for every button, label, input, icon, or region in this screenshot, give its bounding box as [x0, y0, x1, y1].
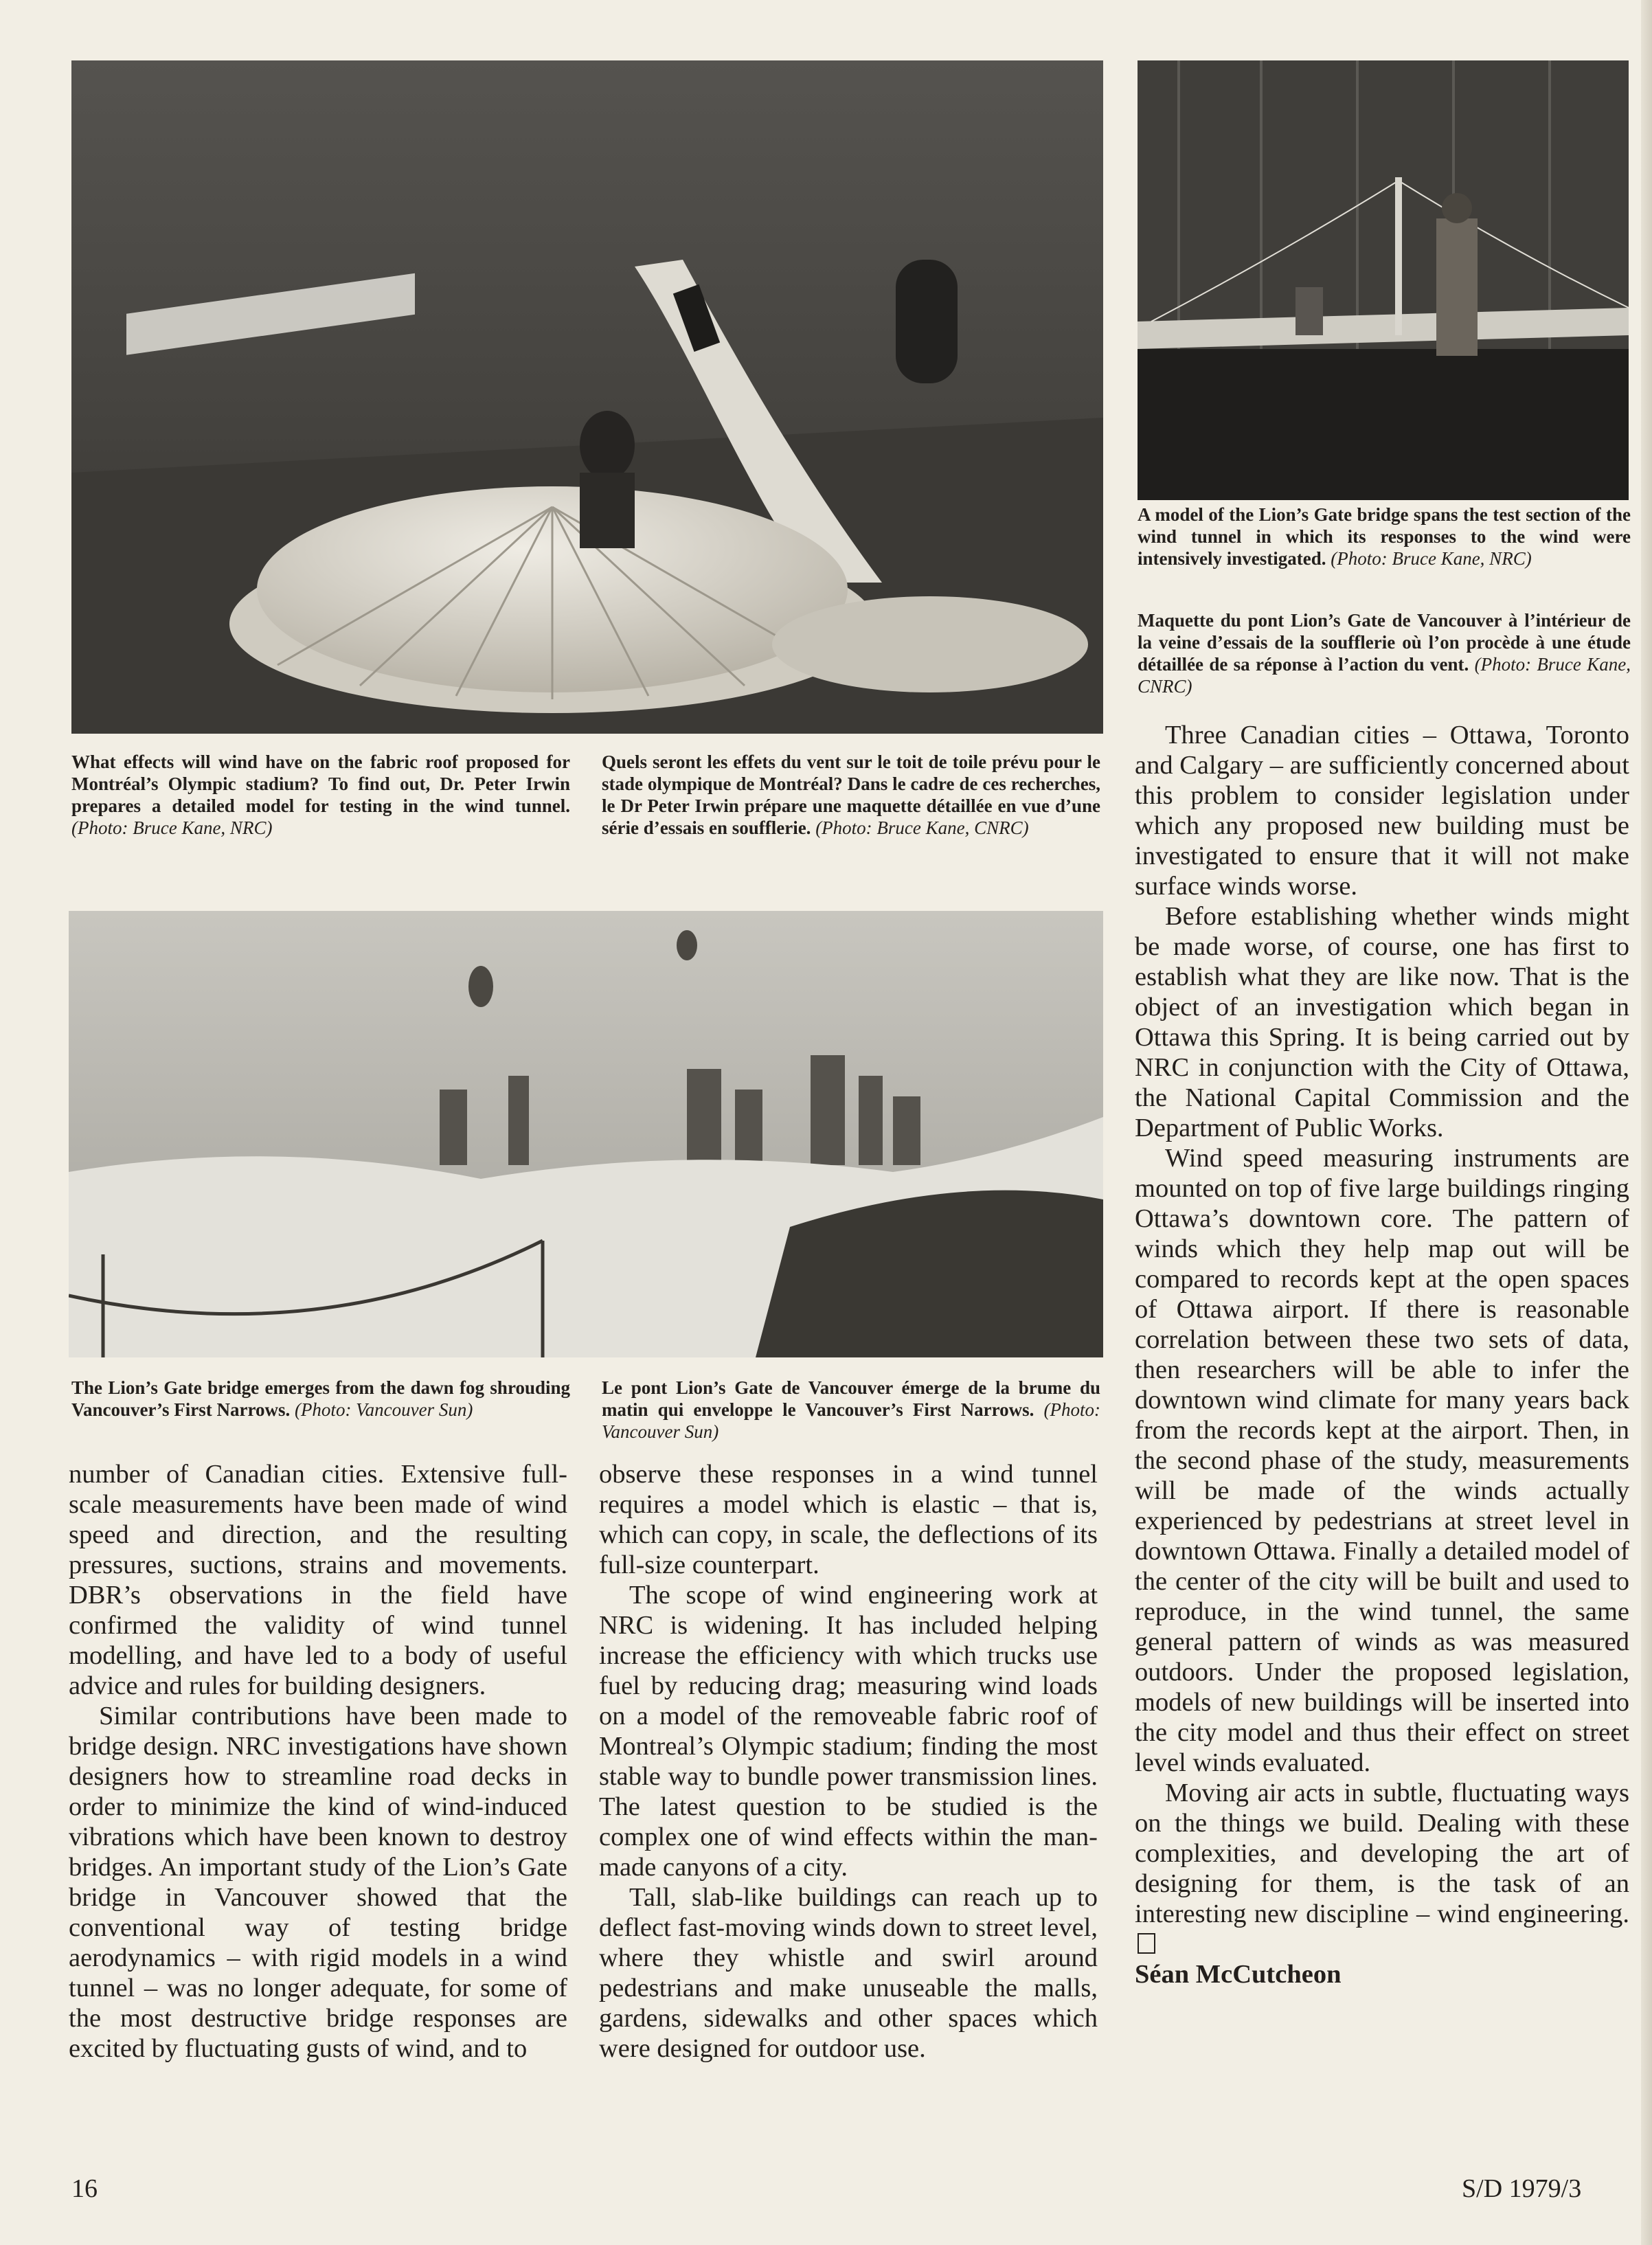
article-paragraph: Three Canadian cities – Ottawa, Toronto and Calgary – are sufficiently concerned about this problem to consider legislation under which any proposed new building must be investigated to ensure that it will not make surface winds worse.	[1135, 721, 1629, 901]
article-column-2	[599, 1459, 1098, 2064]
caption-text: A model of the Lion’s Gate bridge spans the test section of the wind tunnel in which its responses to the wind were intensively investigated.	[1138, 504, 1631, 569]
photo-credit: (Photo: Bruce Kane, NRC)	[71, 817, 273, 838]
stadium-caption-en	[71, 751, 570, 839]
photo-credit: (Photo: Bruce Kane, CNRC)	[815, 817, 1029, 838]
article-column-1	[69, 1459, 567, 2064]
photo-credit: (Photo: Vancouver Sun)	[294, 1399, 473, 1420]
bridge-model-caption-fr	[1138, 609, 1631, 697]
article-paragraph	[1135, 1778, 1629, 1959]
article-paragraph: The scope of wind engineering work at NRC is widening. It has included helping increase the efficiency with which trucks use fuel by reducing drag; measuring wind loads on a model of the removeable fabric roof of Montreal’s Olympic stadium; finding the most stable way to bundle power transmission lines. The latest question to be studied is the complex one of wind effects within the man-made canyons of a city.	[599, 1581, 1098, 1882]
photo-credit: (Photo: Bruce Kane, CNRC)	[1138, 654, 1631, 697]
caption-text: Le pont Lion’s Gate de Vancouver émerge de la brume du matin qui enveloppe le Vancouver’s First Narrows.	[602, 1377, 1100, 1420]
caption-text: Maquette du pont Lion’s Gate de Vancouver à l’intérieur de la veine d’essais de la soufflerie où l’on procède à une étude détaillée de sa réponse à l’action du vent.	[1138, 610, 1631, 675]
article-paragraph: Wind speed measuring instruments are mounted on top of five large buildings ringing Ottawa’s downtown core. The pattern of winds which they help map out will be compared to records kept at the open spaces of Ottawa airport. If there is reasonable correlation between these two sets of data, then researchers will be able to infer the downtown wind climate for many years back from the records kept at the airport. Then, in the second phase of the study, measurements will be made of the winds actually experienced by pedestrians at street level in downtown Ottawa. Finally a detailed model of the center of the city will be built and used to reproduce, in the wind tunnel, the same general pattern of winds as was measured outdoors. Under the proposed legislation, models of new buildings will be inserted into the city model and thus their effect on street level winds evaluated.	[1135, 1144, 1629, 1777]
fog-caption-fr	[602, 1377, 1100, 1443]
article-paragraph: Similar contributions have been made to bridge design. NRC investigations have shown designers how to streamline road decks in order to minimize the kind of wind-induced vibrations which have been known to destroy bridges. An important study of the Lion’s Gate bridge in Vancouver showed that the conventional way of testing bridge aerodynamics – with rigid models in a wind tunnel – was no longer adequate, for some of the most destructive bridge responses are excited by fluctuating gusts of wind, and to	[69, 1702, 567, 2063]
fog-caption-en	[71, 1377, 570, 1421]
photo-credit: (Photo: Vancouver Sun)	[602, 1399, 1101, 1442]
article-paragraph: number of Canadian cities. Extensive full-scale measurements have been made of wind speed and direction, and the resulting pressures, suctions, strains and movements. DBR’s observations in the field have confirmed the validity of wind tunnel modelling, and have led to a body of useful advice and rules for building designers.	[69, 1460, 567, 1700]
author-byline: Séan McCutcheon	[1135, 1960, 1342, 1989]
bridge-model-caption-en	[1138, 504, 1631, 569]
stadium-model-photo	[71, 60, 1103, 734]
caption-text: What effects will wind have on the fabric roof proposed for Montréal’s Olympic stadium? To find out, Dr. Peter Irwin prepares a detailed model for testing in the wind tunnel.	[71, 752, 570, 816]
issue-label: S/D 1979/3	[1462, 2174, 1582, 2203]
caption-text: The Lion’s Gate bridge emerges from the dawn fog shrouding Vancouver’s First Narrows.	[71, 1377, 570, 1420]
closing-text: Moving air acts in subtle, fluctuating ways on the things we build. Dealing with these complexities, and developing the art of designing for them, is the task of an interesting new discipline – wind engineering.	[1135, 1779, 1629, 1928]
photo-credit: (Photo: Bruce Kane, NRC)	[1331, 548, 1532, 569]
bridge-model-wind-tunnel-photo	[1138, 60, 1629, 500]
article-paragraph: Before establishing whether winds might be made worse, of course, one has first to establish what they are like now. That is the object of an investigation which began in Ottawa this Spring. It is being carried out by NRC in conjunction with the City of Ottawa, the National Capital Commission and the Department of Public Works.	[1135, 902, 1629, 1142]
end-mark-icon	[1138, 1933, 1155, 1954]
stadium-caption-fr	[602, 751, 1100, 839]
article-column-3	[1135, 720, 1629, 1989]
article-paragraph: Tall, slab-like buildings can reach up to deflect fast-moving winds down to street level, where they whistle and swirl around pedestrians and make unuseable the malls, gardens, sidewalks and other spaces which were designed for outdoor use.	[599, 1883, 1098, 2063]
vancouver-fog-photo	[69, 911, 1103, 1357]
caption-text: Quels seront les effets du vent sur le toit de toile prévu pour le stade olympique de Montréal? Dans le cadre de ces recherches, le Dr Peter Irwin prépare une maquette détaillée en vue d’une série d’essais en soufflerie.	[602, 752, 1100, 838]
page-number: 16	[71, 2174, 98, 2203]
page-spine-shadow	[1641, 0, 1652, 2245]
article-paragraph: observe these responses in a wind tunnel requires a model which is elastic – that is, which can copy, in scale, the deflections of its full-size counterpart.	[599, 1460, 1098, 1579]
